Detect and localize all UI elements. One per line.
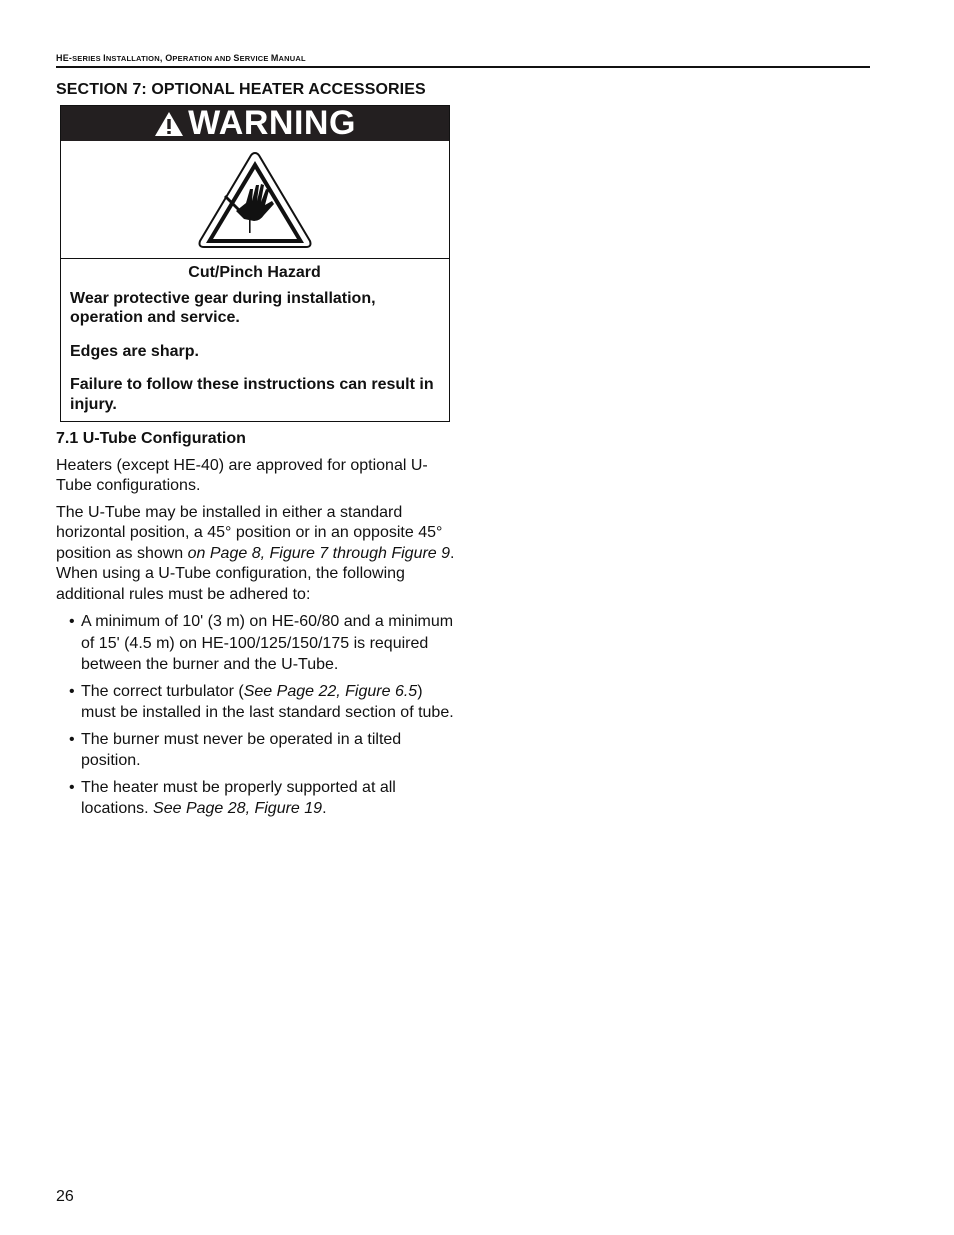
warning-box xyxy=(60,105,450,422)
warning-banner-label: WARNING xyxy=(188,104,356,142)
list-item: • The heater must be properly supported at all locations. See Page 28, Figure 19. xyxy=(69,778,396,817)
hazard-pictogram-area xyxy=(61,141,449,259)
list-item: • The correct turbulator (See Page 22, Figure 6.5) must be installed in the last standard section of tube. xyxy=(69,682,454,721)
warning-line-sharp-edges: Edges are sharp. xyxy=(70,342,199,360)
page-number: 26 xyxy=(56,1188,74,1205)
hazard-title: Cut/Pinch Hazard xyxy=(188,264,321,281)
warning-text xyxy=(61,259,449,414)
section-title: SECTION 7: OPTIONAL HEATER ACCESSORIES xyxy=(56,81,426,98)
paragraph-approval: Heaters (except HE-40) are approved for optional U-Tube configurations. xyxy=(56,456,428,494)
warning-line-protective-gear: Wear protective gear during installation, operation and service. xyxy=(70,289,376,326)
figure-reference-link[interactable]: on Page 8, Figure 7 through Figure 9 xyxy=(187,544,451,562)
list-item: • A minimum of 10' (3 m) on HE-60/80 and a minimum of 15' (4.5 m) on HE-100/125/150/175 is required between the burner and the U-Tube. xyxy=(69,613,454,673)
warning-triangle-icon xyxy=(154,111,184,137)
subsection-title: 7.1 U-Tube Configuration xyxy=(56,430,246,447)
warning-line-injury: Failure to follow these instructions can result in injury. xyxy=(70,376,434,413)
figure-reference-link[interactable]: See Page 28, Figure 19 xyxy=(153,800,323,817)
main-column xyxy=(56,429,456,825)
figure-reference-link[interactable]: See Page 22, Figure 6.5 xyxy=(243,682,418,700)
running-header: HE-SERIES INSTALLATION, OPERATION AND SERVICE MANUAL xyxy=(56,53,870,68)
cut-hand-hazard-icon xyxy=(196,149,314,251)
rules-list xyxy=(56,611,456,820)
list-item: • The burner must never be operated in a tilted position. xyxy=(69,730,402,769)
warning-banner xyxy=(61,106,449,141)
paragraph-installation: The U-Tube may be installed in either a standard horizontal position, a 45° position or in an opposite 45° position as shown on Page 8, Figure 7 through Figure 9. When using a U-Tube configuration, the following additional rules must be adhered to: xyxy=(56,503,455,603)
